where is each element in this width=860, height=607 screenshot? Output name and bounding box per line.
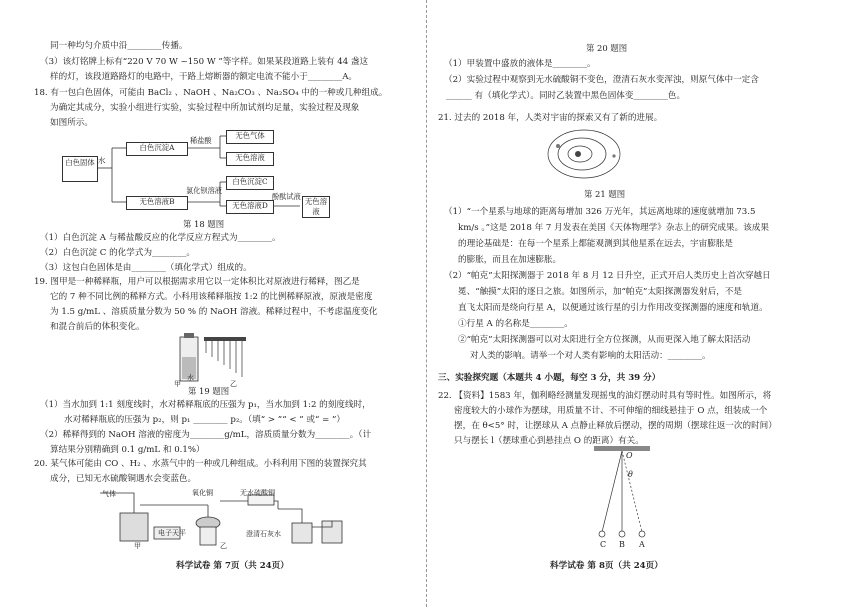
left-page bbox=[34, 0, 410, 607]
point-a-label: A bbox=[639, 540, 645, 549]
q18-item-3: （3）这包白色固体是由________（填化学式）组成的。 bbox=[40, 263, 252, 273]
q19-item-1-cont: 水对稀释瓶底的压强为 p₂，则 p₁ ________ p₂。（填“ > ”“ < ” 或“ = ”） bbox=[64, 415, 346, 425]
q21-item-2: （2）“帕克”太阳探测器于 2018 年 8 月 12 日升空，正式开启人类历史上首次穿越日 bbox=[444, 271, 771, 281]
q19-item-2: （2）稀释得到的 NaOH 溶液的密度为________g/mL，溶质质量分数为________。（计 bbox=[40, 430, 372, 440]
text-line: 的膨胀，而且在加速膨胀。 bbox=[458, 255, 562, 265]
q21-item-1: （1）“一个星系与地球的距离每增加 326 万光年，其远离地球的速度就增加 73.5 bbox=[444, 207, 756, 217]
point-b-label: B bbox=[619, 540, 625, 549]
text-line: 为 1.5 g/mL 、溶质质量分数为 50 % 的 NaOH 溶液。稀释过程中，不考虑温度变化 bbox=[50, 307, 378, 317]
text-line: 成分，已知无水硫酸铜遇水会变蓝色。 bbox=[50, 474, 197, 484]
final-solution-box: 无色溶液 bbox=[302, 196, 330, 218]
q18-item-1: （1）白色沉淀 A 与稀盐酸反应的化学反应方程式为________。 bbox=[40, 233, 281, 243]
question-21-stem: 21. 过去的 2018 年，人类对宇宙的探索又有了新的进展。 bbox=[438, 113, 663, 123]
fig19-yi-label: 乙 bbox=[230, 380, 237, 388]
section-heading: 三、实验探究题（本题共 4 小题，每空 3 分，共 39 分） bbox=[438, 373, 661, 383]
anhydrous-cuso4-label: 无水硫酸铜 bbox=[240, 489, 275, 497]
text-line: 只与摆长 l（摆球重心到悬挂点 O 的距离）有关。 bbox=[454, 436, 644, 446]
precipitate-a-box: 白色沉淀A bbox=[126, 142, 188, 156]
bacl2-label: 氯化钡溶液 bbox=[186, 186, 222, 195]
text-line: 它的 7 种不同比例的稀释方式。小科用该稀释瓶按 1:2 的比例稀释原液，原液是密度 bbox=[50, 292, 373, 302]
q19-item-1: （1）当水加到 1:1 刻度线时，水对稀释瓶底的压强为 p₁，当水加到 1:2 的刻度线时， bbox=[40, 400, 371, 410]
fig20-jia-label: 甲 bbox=[134, 542, 141, 550]
figure-21-caption: 第 21 题图 bbox=[584, 189, 626, 199]
text-line: 冕、“触摸”太阳的逐日之旅。如图所示，加“帕克”太阳探测器发射后，不是 bbox=[458, 287, 742, 297]
text-line: 为确定其成分，实验小组进行实验，实验过程中所加试剂均足量，实验过程及现象 bbox=[50, 103, 360, 113]
q20-item-2-cont: ______ 有（填化学式）。同时乙装置中黑色固体变________色。 bbox=[446, 91, 686, 101]
text-line: 直飞太阳而是绕向行星 A，以便通过该行星的引力作用改变探测器的速度和轨道。 bbox=[458, 303, 768, 313]
figure-19-caption: 第 19 题图 bbox=[188, 386, 230, 396]
q21-subitem-2: ②“帕克”太阳探测器可以对太阳进行全方位探测，从而更深入地了解太阳活动 bbox=[458, 335, 751, 345]
q18-item-2: （2）白色沉淀 C 的化学式为________。 bbox=[40, 248, 196, 258]
pivot-o-label: O bbox=[626, 451, 633, 460]
text-line: km/s 。”这是 2018 年 7 月发表在美国《天体物理学》杂志上的研究成果。该成果 bbox=[458, 223, 769, 233]
text-line: 和混合前后的体积变化。 bbox=[50, 322, 145, 332]
dilute-acid-label: 稀盐酸 bbox=[190, 136, 212, 145]
water-label: 水 bbox=[187, 374, 194, 382]
electronic-balance-label: 电子天平 bbox=[158, 529, 186, 537]
pendulum-figure bbox=[588, 444, 658, 550]
q19-item-2-cont: 算结果分别精确到 0.1 g/mL 和 0.1%） bbox=[50, 445, 205, 455]
right-page bbox=[440, 0, 820, 607]
page-footer-right: 科学试卷 第 8页（共 24页） bbox=[550, 561, 663, 571]
limewater-label: 澄清石灰水 bbox=[246, 530, 281, 538]
figure-18-caption: 第 18 题图 bbox=[183, 219, 225, 229]
page-footer-left: 科学试卷 第 7页（共 24页） bbox=[176, 561, 289, 571]
q20-item-1: （1）甲装置中盛放的液体是________。 bbox=[444, 59, 596, 69]
q20-item-2: （2）实验过程中观察到无水硫酸铜不变色，澄清石灰水变浑浊，则原气体中一定含 bbox=[444, 75, 759, 85]
page-divider bbox=[426, 0, 427, 607]
text-line: 样的灯，该段道路路灯的电路中，干路上熔断器的额定电流不能小于________A。 bbox=[50, 72, 357, 82]
fig20-yi-label: 乙 bbox=[220, 542, 227, 550]
solution-d-box: 无色溶液D bbox=[226, 200, 274, 214]
text-line: 同一种均匀介质中沿________传播。 bbox=[50, 41, 188, 51]
question-18-stem: 18. 有一包白色固体，可能由 BaCl₂ 、NaOH 、Na₂CO₃ 、Na₂SO₄ 中的一种或几种组成。 bbox=[34, 88, 388, 98]
question-22-stem: 22. 【资料】1583 年，伽利略经测量发现摇曳的油灯摆动时具有等时性。如图所示，将 bbox=[438, 391, 772, 401]
point-c-label: C bbox=[600, 540, 607, 549]
colorless-solution-box: 无色溶液 bbox=[226, 152, 274, 166]
text-line: （3）该灯铭牌上标有“220 V 70 W ~150 W ”等字样。如果某段道路上装有 44 盏这 bbox=[40, 57, 369, 67]
q21-subitem-1: ①行星 A 的名称是________。 bbox=[458, 319, 573, 329]
text-line: 密度较大的小球作为摆球，用质量不计、不可伸缩的细线悬挂于 O 点，组装成一个 bbox=[454, 406, 768, 416]
precipitate-c-box: 白色沉淀C bbox=[226, 176, 274, 190]
text-line: 对人类的影响。请举一个对人类有影响的太阳活动：________。 bbox=[470, 351, 711, 361]
water-label: 水 bbox=[98, 156, 106, 165]
question-20-stem: 20. 某气体可能由 CO 、H₂ 、水蒸气中的一种或几种组成。小科利用下图的装置探究其 bbox=[34, 459, 367, 469]
text-line: 的理论基础是：在每一个星系上都能观测到其他星系在远去，宇宙膨胀是 bbox=[458, 239, 734, 249]
angle-theta-label: θ bbox=[628, 470, 633, 479]
white-solid-box: 白色固体 bbox=[62, 156, 98, 182]
copper-oxide-label: 氧化铜 bbox=[192, 489, 213, 497]
text-line: 摆，在 θ<5° 时，让摆球从 A 点静止释放后摆动，摆的周期（摆球往返一次的时间） bbox=[454, 421, 777, 431]
fig19-jia-label: 甲 bbox=[174, 380, 181, 388]
phenolphthalein-label: 酚酞试液 bbox=[272, 192, 301, 201]
gas-label: 气体 bbox=[102, 490, 116, 498]
solar-orbit-figure bbox=[544, 128, 624, 182]
figure-20-caption: 第 20 题图 bbox=[586, 43, 628, 53]
colorless-gas-box: 无色气体 bbox=[226, 130, 274, 144]
question-19-stem: 19. 图甲是一种稀释瓶，用户可以根据需求用它以一定体积比对原液进行稀释，图乙是 bbox=[34, 277, 360, 287]
solution-b-box: 无色溶液B bbox=[126, 196, 188, 210]
text-line: 如图所示。 bbox=[50, 118, 93, 128]
